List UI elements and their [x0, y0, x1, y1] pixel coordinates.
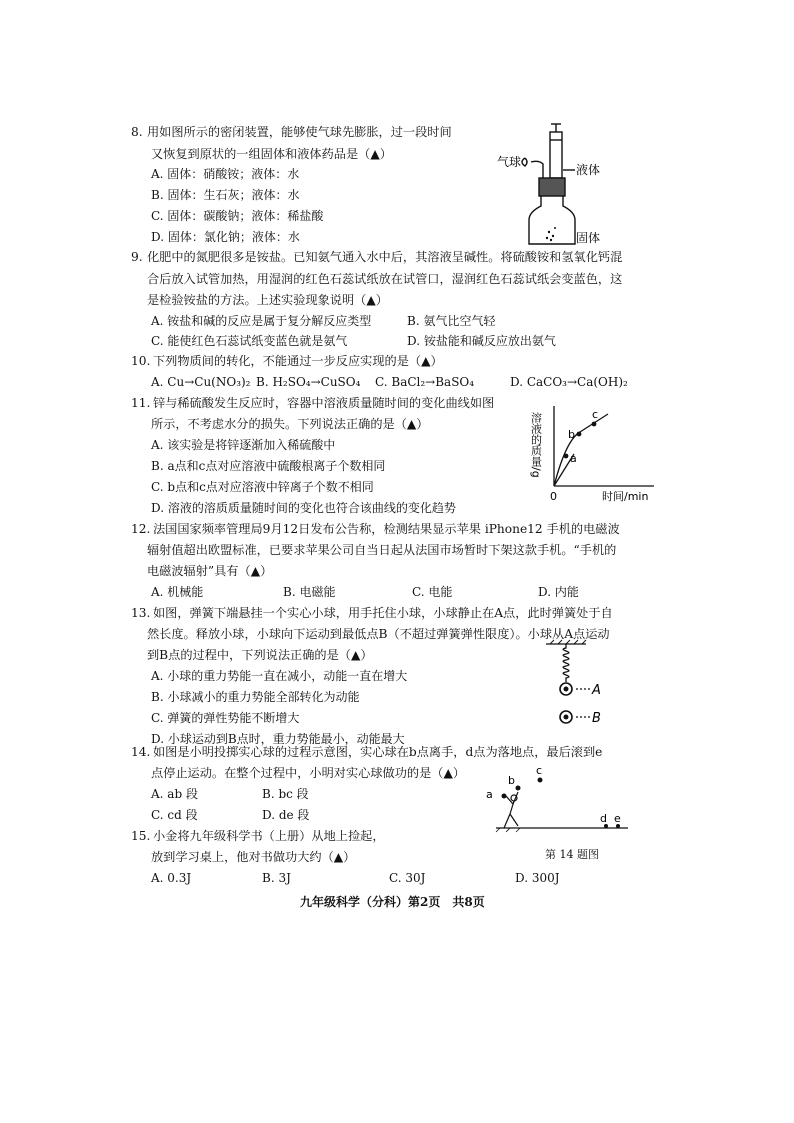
q12-number: 12. [131, 522, 151, 536]
q8-option-a: A. 固体：硝酸铵；液体：水 [151, 167, 300, 181]
q11-point-a: a [570, 452, 577, 465]
q15-option-a: A. 0.3J [151, 871, 192, 885]
q13-option-a: A. 小球的重力势能一直在减小，动能一直在增大 [151, 669, 408, 683]
q15-number: 15. [131, 829, 151, 843]
q12-option-c: C. 电能 [412, 585, 453, 599]
q15-option-d: D. 300J [515, 871, 560, 885]
q10-stem: 下列物质间的转化，不能通过一步反应实现的是（▲） [153, 354, 443, 368]
q13-stem-line3: 到B点的过程中，下列说法正确的是（▲） [147, 648, 373, 662]
q15-option-b: B. 3J [262, 871, 291, 885]
q10-option-d: D. CaCO₃→Ca(OH)₂ [510, 375, 628, 389]
q9-number: 9. [131, 250, 143, 264]
q11-mass-time-graph [529, 400, 662, 504]
q13-spring-figure [542, 640, 622, 732]
q9-stem-line3: 是检验铵盐的方法。上述实验现象说明（▲） [147, 293, 388, 307]
q9-stem-line2: 合后放入试管加热，用湿润的红色石蕊试纸放在试管口，湿润红色石蕊试纸会变蓝色，这 [147, 272, 623, 286]
q8-option-b: B. 固体：生石灰；液体：水 [151, 188, 300, 202]
q12-option-d: D. 内能 [538, 585, 579, 599]
q8-option-d: D. 固体：氯化钠；液体：水 [151, 230, 300, 244]
q15-stem-line2: 放到学习桌上，他对书做功大约（▲） [151, 850, 356, 864]
q13-label-a: A [592, 683, 601, 698]
q14-point-d: d [600, 812, 607, 825]
q11-option-c: C. b点和c点对应溶液中锌离子个数不相同 [151, 480, 374, 494]
q9-option-c: C. 能使红色石蕊试纸变蓝色就是氨气 [151, 334, 348, 348]
page-footer: 九年级科学（分科）第2页 共8页 [300, 895, 485, 909]
q14-point-b: b [508, 774, 515, 787]
q12-stem-line2: 辐射值超出欧盟标准，已要求苹果公司自当日起从法国市场暂时下架这款手机。“手机的 [147, 543, 617, 557]
q15-stem-line1: 小金将九年级科学书（上册）从地上捡起， [153, 829, 385, 843]
q13-option-d: D. 小球运动到B点时，重力势能最小，动能最大 [151, 732, 405, 746]
q9-option-a: A. 铵盐和碱的反应是属于复分解反应类型 [151, 314, 372, 328]
q13-option-c: C. 弹簧的弹性势能不断增大 [151, 711, 300, 725]
q12-option-b: B. 电磁能 [283, 585, 336, 599]
q8-option-c: C. 固体：碳酸钠；液体：稀盐酸 [151, 209, 324, 223]
q10-option-a: A. Cu→Cu(NO₃)₂ [151, 375, 251, 389]
q11-stem-line2: 所示，不考虑水分的损失。下列说法正确的是（▲） [151, 417, 429, 431]
q13-option-b: B. 小球减小的重力势能全部转化为动能 [151, 690, 360, 704]
q12-option-a: A. 机械能 [151, 585, 204, 599]
q15-option-c: C. 30J [389, 871, 426, 885]
q14-option-b: B. bc 段 [262, 787, 309, 801]
q11-option-d: D. 溶液的溶质质量随时间的变化也符合该曲线的变化趋势 [151, 501, 456, 515]
q11-stem-line1: 锌与稀硫酸发生反应时，容器中溶液质量随时间的变化曲线如图 [153, 396, 495, 410]
q14-point-a: a [486, 788, 493, 801]
q13-stem-line1: 如图，弹簧下端悬挂一个实心小球，用手托住小球，小球静止在A点，此时弹簧处于自 [153, 606, 613, 620]
q14-option-c: C. cd 段 [151, 808, 198, 822]
q13-stem-line2: 然长度。释放小球，小球向下运动到最低点B（不超过弹簧弹性限度）。小球从A点运动 [147, 627, 610, 641]
q9-option-b: B. 氨气比空气轻 [407, 314, 496, 328]
q8-label-solid: 固体 [576, 231, 601, 245]
q14-figure-caption: 第 14 题图 [545, 848, 599, 861]
q9-option-d: D. 铵盐能和碱反应放出氨气 [407, 334, 556, 348]
q13-label-b: B [592, 711, 601, 726]
q10-number: 10. [131, 354, 151, 368]
q8-label-liquid: 液体 [576, 163, 601, 177]
q11-option-b: B. a点和c点对应溶液中硫酸根离子个数相同 [151, 459, 386, 473]
q11-xlabel: 时间/min [602, 490, 649, 503]
q10-option-c: C. BaCl₂→BaSO₄ [375, 375, 475, 389]
q11-number: 11. [131, 396, 151, 410]
q12-stem-line1: 法国国家频率管理局9月12日发布公告称，检测结果显示苹果 iPhone12 手机的电磁波 [153, 522, 620, 536]
q11-ylabel: 溶液的质量/g [529, 412, 543, 478]
q8-apparatus-figure [495, 120, 615, 248]
q8-stem-line2: 又恢复到原状的一组固体和液体药品是（▲） [151, 147, 392, 161]
q14-point-c: c [536, 764, 543, 777]
q10-option-b: B. H₂SO₄→CuSO₄ [256, 375, 361, 389]
q8-label-balloon: 气球 [497, 155, 522, 169]
q14-option-a: A. ab 段 [151, 787, 198, 801]
q8-number: 8. [131, 125, 143, 139]
q14-stem-line2: 点停止运动。在整个过程中，小明对实心球做功的是（▲） [151, 766, 466, 780]
q9-stem-line1: 化肥中的氮肥很多是铵盐。已知氨气通入水中后，其溶液呈碱性。将硫酸铵和氢氧化钙混 [147, 250, 623, 264]
q11-point-c: c [592, 408, 599, 421]
q14-point-e: e [614, 812, 621, 825]
q8-stem-line1: 用如图所示的密闭装置，能够使气球先膨胀，过一段时间 [147, 125, 452, 139]
q13-number: 13. [131, 606, 151, 620]
q11-origin: 0 [550, 490, 557, 503]
q14-number: 14. [131, 745, 151, 759]
q11-option-a: A. 该实验是将锌逐渐加入稀硫酸中 [151, 438, 336, 452]
q12-stem-line3: 电磁波辐射”具有（▲） [147, 564, 273, 578]
q14-stem-line1: 如图是小明投掷实心球的过程示意图，实心球在b点离手，d点为落地点，最后滚到e [153, 745, 603, 759]
q14-option-d: D. de 段 [262, 808, 310, 822]
q11-point-b: b [568, 428, 575, 441]
q14-throw-figure [484, 762, 634, 834]
